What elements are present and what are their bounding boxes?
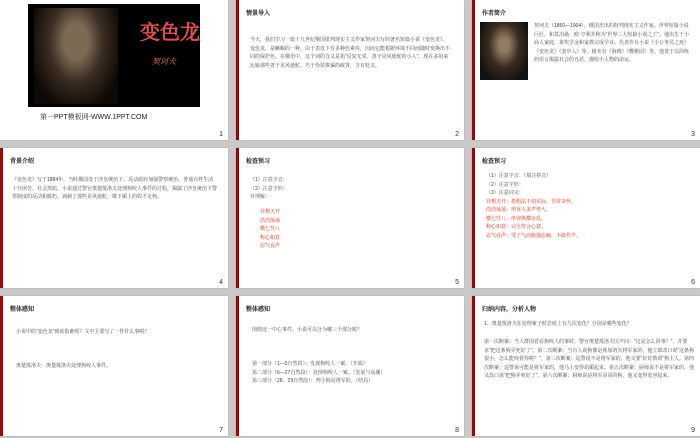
slide-answer: 奥楚蔑洛夫：奥楚蔑洛夫处理狗咬人事件。: [16, 363, 112, 369]
slide-5[interactable]: [236, 148, 464, 288]
red-word: 浩浩荡荡: [260, 217, 281, 224]
slide-title: 背景介绍: [10, 159, 35, 165]
accent-bar: [0, 296, 3, 436]
part-3: 第三部分（28、29自然段）：判小狗是将军的。（结局）: [252, 378, 374, 384]
red-word: 忍气吞声: [260, 243, 281, 249]
cover-image: [28, 4, 200, 107]
slide-number: 5: [455, 279, 459, 286]
author-photo: [480, 22, 528, 80]
line-8: 忍气吞声：受了气而勉强忍耐，不敢作声。: [486, 232, 582, 239]
line-2: （2）注意字形：: [486, 181, 524, 188]
slide-number: 8: [455, 427, 459, 434]
author-portrait: [34, 8, 118, 104]
slide-number: 1: [219, 131, 223, 138]
slide-8[interactable]: [236, 296, 464, 436]
slide-1[interactable]: [0, 0, 228, 140]
slide-title: 整体感知: [246, 307, 271, 313]
slide-body: 第一次断案：当人群围着看狗咬人的事时，警官奥楚蔑洛夫厉声问：“这是怎么回事？”，并要求“把这条狗弄死好了”。第二次断案：当有人说狗像是席加洛夫将军家的，他立即改口说“这条狗很小，怎么能咬着你呢？”。第三次断案：巡警说不是将军家的，他又要“好好教训”狗主人。第四次断案：巡警说可能是将军家的，他马上变得谄媚起来。第五次断案：厨师说不是将军家的，他又改口说“把狗弄死好了”。第六次断案：厨师说是将军哥哥的狗，他又变得宽容起来。: [484, 339, 695, 379]
red-word: 称心如意: [260, 234, 281, 241]
slide-9[interactable]: [472, 296, 700, 436]
slide-title: 检查预习: [482, 159, 507, 165]
slide-body: 契诃夫（1860—1904），俄国杰出的批判现实主义作家，世界短篇小说巨匠，和莫泊桑、欧·亨利并称为“世界三大短篇小说之王”。他出生于小商人家庭，靠奖学金和家教完成学业。代表作有小说《小公务员之死》《变色龙》《套中人》等，剧本有《海鸥》《樱桃园》等。他善于以简练的语言揭露社会的丑恶，描绘小人物的命运。: [534, 23, 690, 63]
part-1: 第一部分（1—5自然段）：发现狗咬人一案。（开端）: [252, 361, 368, 367]
accent-bar: [472, 0, 475, 140]
accent-bar: [236, 0, 239, 140]
slide-number: 2: [455, 131, 459, 138]
slide-lines: [250, 176, 440, 202]
line-2: （2）注意字形：: [250, 185, 288, 192]
slide-title: 作者简介: [482, 11, 507, 17]
slide-lines: [486, 172, 691, 240]
line-3: （3）注意词义：: [486, 190, 524, 196]
line-6: 横七竖八：形容纵横杂乱。: [486, 215, 547, 222]
line-3: 并理解：: [250, 194, 271, 200]
red-word: 异想天开: [260, 209, 281, 215]
accent-bar: [236, 296, 239, 436]
accent-bar: [472, 148, 475, 288]
part-2: 第二部分（6—27自然段）：处理狗咬人一案。（发展与高潮）: [252, 369, 386, 376]
accent-bar: [472, 296, 475, 436]
slide-title: 归纳内容，分析人物: [482, 307, 537, 313]
slide-body: 《变色龙》写于1884年，当时俄国处于沙皇统治下，反动政府加强警察统治，普通百姓生活十分困苦，社会黑暗。小说通过警官奥楚蔑洛夫处理狗咬人事件的过程，揭露了沙皇统治下警察制度的反动和腐朽，讽刺了那些见风使舵、欺下媚上的奴才走狗。: [12, 177, 218, 200]
slide-body: 围绕这一中心事件，小说可以分为哪三个部分呢？: [252, 327, 363, 333]
line-4: 异想天开：指想法不切实际、非常奇怪。: [486, 198, 577, 205]
slide-number: 4: [219, 279, 223, 286]
cover-title: 变色龙: [140, 22, 200, 44]
slide-title: 检查预习: [246, 159, 271, 165]
line-7: 称心如意：完全符合心意。: [486, 224, 547, 230]
slide-number: 9: [691, 427, 695, 434]
accent-bar: [0, 148, 3, 288]
slide-2[interactable]: [236, 0, 464, 140]
slide-number: 6: [691, 279, 695, 286]
slide-parts: [252, 360, 457, 386]
accent-bar: [236, 148, 239, 288]
slide-4[interactable]: [0, 148, 228, 288]
line-1: （1）注意字音：（填注拼音）: [486, 173, 552, 179]
slide-body: 今天，我们学习一篇十九世纪俄国批判现实主义作家契诃夫写的著名短篇小说《变色龙》。变色龙，是蜥蜴的一种。由于表皮下有多种色素块，因而它能根据环境不同而随时变换出不同的保护色。在俄语中，这个词的含义是指“反复无常、善于见风使舵的小人”。现在多用来比喻那些善于见风使舵、巧于伪装欺骗的政客，含有贬义。: [250, 37, 451, 69]
red-words: [260, 208, 400, 251]
slide-question: 1．奥楚蔑洛夫在处理案子时态度上有几次变化？分别是哪些变化？: [484, 321, 632, 327]
cover-link: 第一PPT模板网-WWW.1PPT.COM: [40, 114, 148, 121]
slide-3[interactable]: [472, 0, 700, 140]
cover-author: 契诃夫: [152, 57, 176, 66]
line-1: （1）注意字音：: [250, 177, 288, 183]
slide-7[interactable]: [0, 296, 228, 436]
slide-6[interactable]: [472, 148, 700, 288]
line-5: 浩浩荡荡：形容人多声势大。: [486, 207, 552, 213]
slide-number: 3: [691, 131, 695, 138]
slide-title: 情景导入: [246, 11, 271, 17]
red-word: 横七竖八: [260, 226, 281, 232]
slide-title: 整体感知: [10, 307, 35, 313]
slide-question: 小说中的“变色龙”到底指谁呢？文中主要写了一件什么事呢？: [16, 329, 150, 335]
slide-number: 7: [219, 427, 223, 434]
